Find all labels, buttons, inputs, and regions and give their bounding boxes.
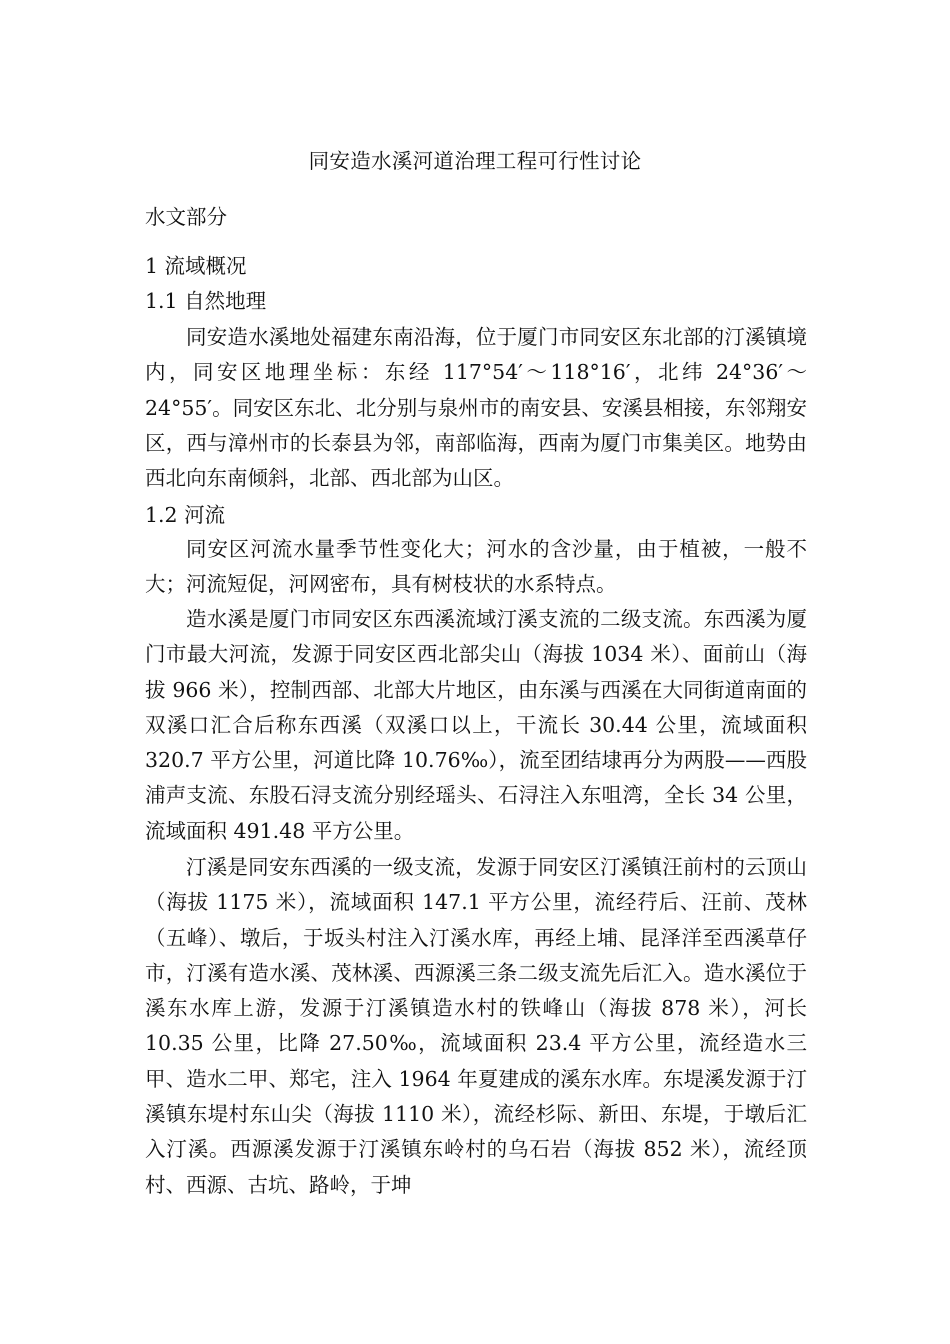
paragraph-tingxi-creek: 汀溪是同安东西溪的一级支流，发源于同安区汀溪镇汪前村的云顶山（海拔 1175 米），流域面积 147.1 平方公里，流经荇后、汪前、茂林（五峰）、墩后，于坂头村注入汀溪水库，再经上埔、昆泽洋至西溪草仔市，汀溪有造水溪、茂林溪、西源溪三条二级支流先后汇入。造水溪位于溪东水库上游，发源于汀溪镇造水村的铁峰山（海拔 878 米），河长 10.35 公里，比降 27.50‰，流域面积 23.4 平方公里，流经造水三甲、造水二甲、郑宅，注入 1964 年夏建成的溪东水库。东堤溪发源于汀溪镇东堤村东山尖（海拔 1110 米），流经杉际、新田、东堤，于墩后汇入汀溪。西源溪发源于汀溪镇东岭村的乌石岩（海拔 852 米），流经顶村、西源、古坑、路岭，于坤 <box>145 855 807 1197</box>
paragraph-river-overview: 同安区河流水量季节性变化大；河水的含沙量，由于植被，一般不大；河流短促，河网密布，具有树枝状的水系特点。 <box>145 537 807 597</box>
part-heading: 水文部分 <box>145 205 227 229</box>
paragraph-zaoshui-creek: 造水溪是厦门市同安区东西溪流域汀溪支流的二级支流。东西溪为厦门市最大河流，发源于同安区西北部尖山（海拔 1034 米）、面前山（海拔 966 米），控制西部、北部大片地区，由东溪与西溪在大同街道南面的双溪口汇合后称东西溪（双溪口以上，干流长 30.44 公里，流域面积 320.7 平方公里，河道比降 10.76‰），流至团结埭再分为两股——西股浦声支流、东股石浔支流分别经瑶头、石浔注入东咀湾，全长 34 公里，流域面积 491.48 平方公里。 <box>145 607 807 843</box>
section-heading-1-1: 1.1 自然地理 <box>145 289 267 313</box>
document-title: 同安造水溪河道治理工程可行性讨论 <box>308 149 642 173</box>
section-heading-1-2: 1.2 河流 <box>145 503 226 527</box>
paragraph-natural-geography: 同安造水溪地处福建东南沿海，位于厦门市同安区东北部的汀溪镇境内，同安区地理坐标：东经 117°54′～118°16′，北纬 24°36′～24°55′。同安区东北、北分别与泉州市的南安县、安溪县相接，东邻翔安区，西与漳州市的长泰县为邻，南部临海，西南为厦门市集美区。地势由西北向东南倾斜，北部、西北部为山区。 <box>145 325 807 491</box>
section-heading-1: 1 流域概况 <box>145 254 247 278</box>
